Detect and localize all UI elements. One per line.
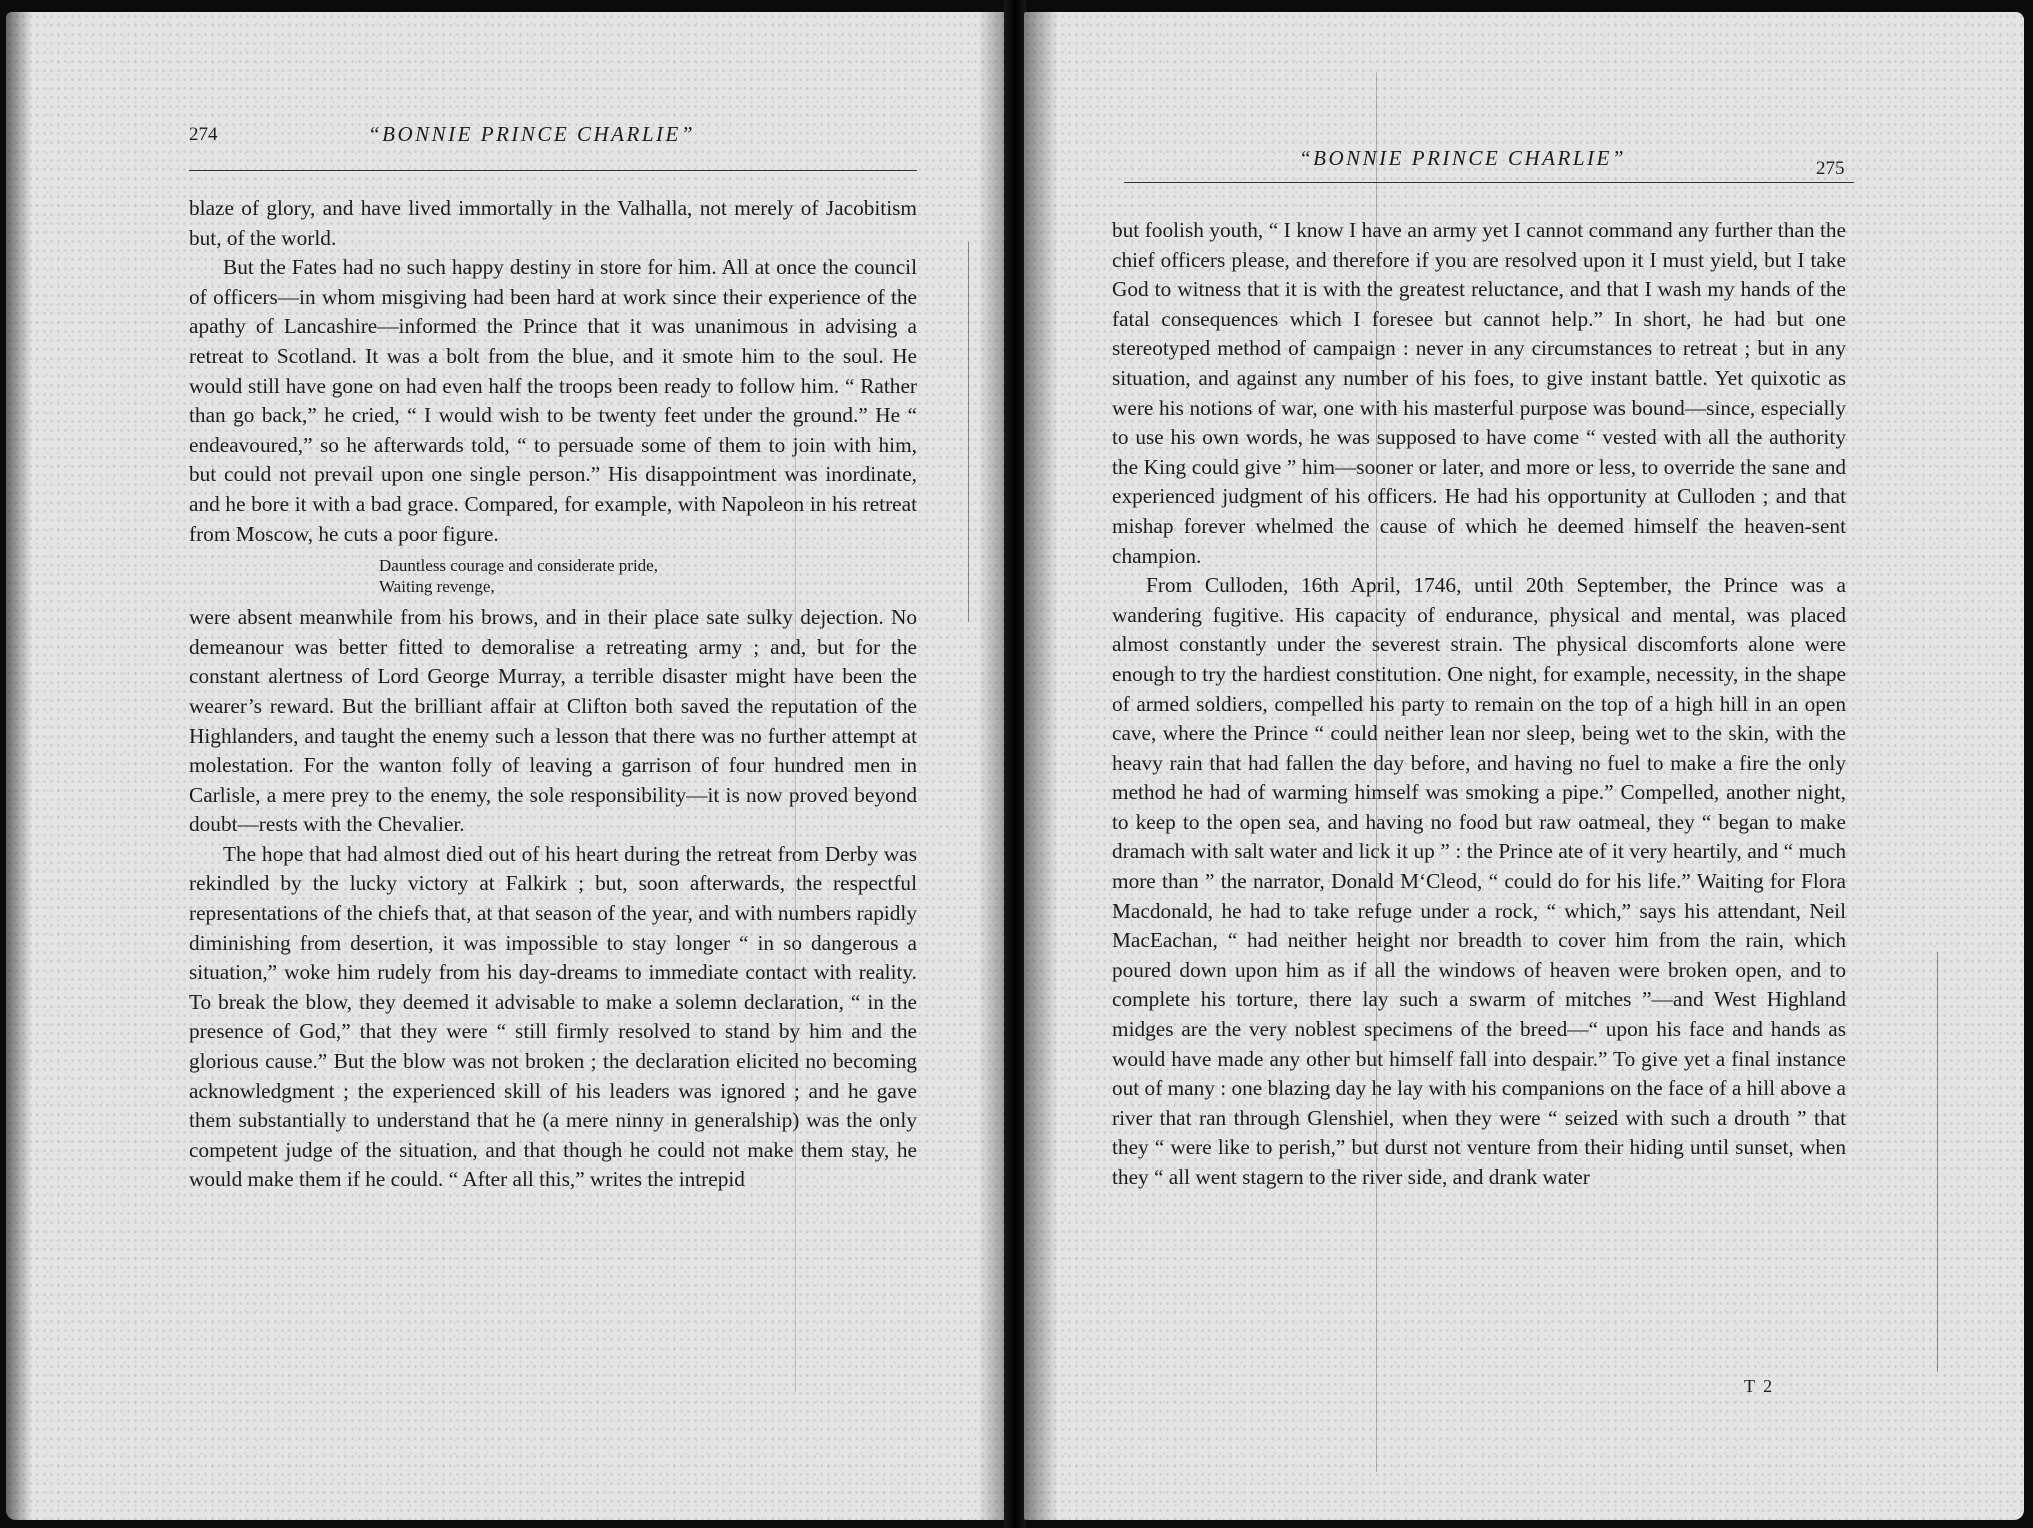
- page-crease-mark: [1376, 72, 1377, 1472]
- book-gutter: [1004, 0, 1026, 1528]
- page-crease-mark: [968, 242, 969, 622]
- right-page: [1024, 12, 2024, 1520]
- body-text-left: [189, 194, 917, 1195]
- page-crease-mark: [1937, 952, 1938, 1372]
- verse-line: Waiting revenge,: [379, 577, 495, 597]
- page-crease-mark: [795, 412, 796, 1392]
- paragraph: The hope that had almost died out of his heart during the retreat from Derby was rekindled by the lucky victory at Falkirk ; but, soon afterwards, the respectful representations of the chiefs that, at that season of the year, and with numbers rapidly diminishing from desertion, it was impossible to stay longer “ in so dangerous a situation,” woke him rudely from his day-dreams to immediate contact with reality. To break the blow, they deemed it advisable to make a solemn declaration, “ in the presence of God,” that they were “ still firmly resolved to stand by him and the glorious cause.” But the blow was not broken ; the declaration elicited no becoming acknowledgment ; the experienced skill of his leaders was ignored ; and he gave them substantially to understand that he (a mere ninny in generalship) was the only competent judge of the situation, and that though he could not make them stay, he would make them if he could. “ After all this,” writes the intrepid: [189, 841, 917, 1192]
- paragraph: But the Fates had no such happy destiny in store for him. All at once the council of officers—in whom misgiving had been hard at work since their experience of the apathy of Lancashire—informed the Prince that it was unanimous in advising a retreat to Scotland. It was a bolt from the blue, and it smote him to the soul. He would still have gone on had even half the troops been ready to follow him. “ Rather than go back,” he cried, “ I would wish to be twenty feet under the ground.” He “ endeavoured,” so he afterwards told, “ to persuade some of them to join with him, but could not prevail upon one single person.” His disappointment was inordinate, and he bore it with a bad grace. Compared, for example, with Napoleon in his retreat from Moscow, he cuts a poor figure.: [189, 255, 917, 546]
- paragraph: but foolish youth, “ I know I have an army yet I cannot command any further than the chief officers please, and therefore if you are resolved upon it I must yield, but I take God to witness that it is with the greatest reluctance, and that I wash my hands of the fatal consequences which I foresee but cannot help.” In short, he had but one stereotyped method of campaign : never in any circumstances to retreat ; but in any situation, and against any number of his foes, to give instant battle. Yet quixotic as were his notions of war, one with his masterful purpose was bound—since, especially to use his own words, he was supposed to have come “ vested with all the authority the King could give ” him—sooner or later, and more or less, to override the sane and experienced judgment of his officers. He had his opportunity at Culloden ; and that mishap forever whelmed the cause of which he deemed himself the heaven-sent champion.: [1112, 218, 1846, 568]
- paragraph: blaze of glory, and have lived immortally in the Valhalla, not merely of Jacobitism but, of the world.: [189, 196, 917, 250]
- header-rule-left: [189, 170, 917, 171]
- page-number-right: 275: [1816, 158, 1845, 179]
- printer-signature: T 2: [1744, 1376, 1775, 1396]
- running-head-right: “BONNIE PRINCE CHARLIE”: [1299, 146, 1627, 170]
- left-page: [6, 12, 1006, 1520]
- page-number-left: 274: [189, 124, 218, 145]
- paragraph: were absent meanwhile from his brows, and in their place sate sulky dejection. No demeanour was better fitted to demoralise a retreating army ; and, but for the constant alertness of Lord George Murray, a terrible disaster might have been the wearer’s reward. But the brilliant affair at Clifton both saved the reputation of the Highlanders, and taught the enemy such a lesson that there was no further attempt at molestation. For the wanton folly of leaving a garrison of four hundred men in Carlisle, a mere prey to the enemy, the sole responsibility—it is now proved beyond doubt—rests with the Chevalier.: [189, 605, 917, 837]
- verse-line: Dauntless courage and considerate pride,: [379, 556, 658, 576]
- verse-quotation: [379, 555, 917, 597]
- header-rule-right: [1124, 182, 1854, 183]
- running-head-left: “BONNIE PRINCE CHARLIE”: [368, 122, 696, 146]
- paragraph: From Culloden, 16th April, 1746, until 20th September, the Prince was a wandering fugitive. His capacity of endurance, physical and mental, was placed almost constantly under the severest strain. The physical discomforts alone were enough to try the hardiest constitution. One night, for example, necessity, in the shape of armed soldiers, compelled his party to remain on the top of a high hill in an open cave, where the Prince “ could neither lean nor sleep, being wet to the skin, with the heavy rain that had fallen the day before, and having no fuel to make a fire the only method he had of warming himself was smoking a pipe.” Compelled, another night, to keep to the open sea, and having no food but raw oatmeal, they “ began to make dramach with salt water and lick it up ” : the Prince ate of it very heartily, and “ much more than ” the narrator, Donald M‘Cleod, “ could do for his life.” Waiting for Flora Macdonald, he had to take refuge under a rock, “ which,” says his attendant, Neil MacEachan, “ had neither height nor breadth to cover him from the rain, which poured down upon him as if all the windows of heaven were broken open, and to complete his torture, there lay such a swarm of mitches ”—and West Highland midges are the very noblest specimens of the breed—“ upon his face and hands as would have made any other but himself fall into despair.” To give yet a final instance out of many : one blazing day he lay with his companions on the face of a hill above a river that ran through Glenshiel, when they were “ seized with such a drouth ” that they “ were like to perish,” but durst not venture from their hiding until sunset, when they “ all went stagern to the river side, and drank water: [1112, 573, 1846, 1189]
- body-text-right: [1112, 216, 1846, 1193]
